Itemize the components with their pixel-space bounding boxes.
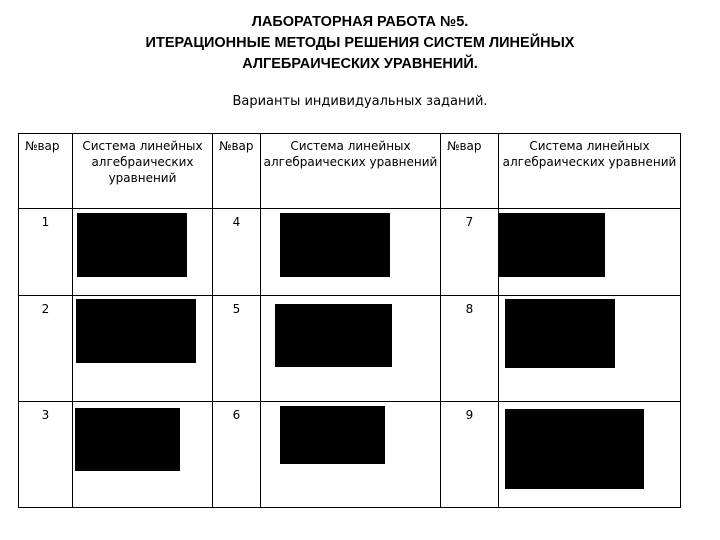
- variant-number: 4: [213, 209, 261, 296]
- equation-system-image: [261, 296, 441, 402]
- variant-number: 5: [213, 296, 261, 402]
- equation-system-image: [73, 296, 213, 402]
- equation-system-image: [73, 402, 213, 508]
- subtitle: Варианты индивидуальных заданий.: [232, 94, 488, 109]
- variant-number: 3: [19, 402, 73, 508]
- equation-system-image: [499, 296, 681, 402]
- variant-number: 1: [19, 209, 73, 296]
- title-line-2: ИТЕРАЦИОННЫЕ МЕТОДЫ РЕШЕНИЯ СИСТЕМ ЛИНЕЙНЫХ: [145, 35, 575, 51]
- header-variant-number: №вар: [441, 134, 499, 209]
- table-row: [19, 209, 681, 296]
- header-variant-number: №вар: [19, 134, 73, 209]
- equation-system-image: [261, 209, 441, 296]
- title-line-3: АЛГЕБРАИЧЕСКИХ УРАВНЕНИЙ.: [242, 56, 478, 72]
- equation-system-image: [73, 209, 213, 296]
- variants-table: [18, 133, 681, 508]
- equation-system-image: [261, 402, 441, 508]
- table-row: [19, 296, 681, 402]
- variant-number: 9: [441, 402, 499, 508]
- header-variant-number: №вар: [213, 134, 261, 209]
- header-system: Система линейных алгебраических уравнений: [499, 134, 681, 209]
- table-row: [19, 402, 681, 508]
- table-header-row: [19, 134, 681, 209]
- equation-system-image: [499, 402, 681, 508]
- header-system: Система линейных алгебраических уравнений: [73, 134, 213, 209]
- variant-number: 8: [441, 296, 499, 402]
- variant-number: 2: [19, 296, 73, 402]
- document-title: [60, 12, 660, 75]
- equation-system-image: [499, 209, 681, 296]
- variant-number: 7: [441, 209, 499, 296]
- title-line-1: ЛАБОРАТОРНАЯ РАБОТА №5.: [251, 14, 469, 30]
- header-system: Система линейных алгебраических уравнений: [261, 134, 441, 209]
- variant-number: 6: [213, 402, 261, 508]
